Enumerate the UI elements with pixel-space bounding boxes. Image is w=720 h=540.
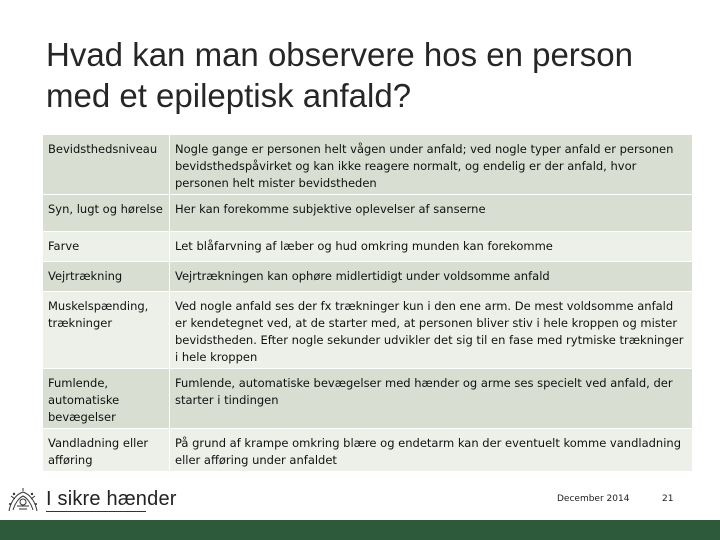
row-label: Syn, lugt og hørelse [43,195,170,232]
row-text: Ved nogle anfald ses der fx trækninger kun i den ene arm. De mest voldsomme anfald er kendetegnet ved, at de starter med, at personen bliver stiv i hele kroppen og mister bevidstheden. Efter nogle sekunder udvikler det sig til en fase med rytmiske trækninger i hele kroppen [170,292,693,369]
table-row [43,292,693,369]
page-number: 21 [662,494,674,504]
table-row [43,262,693,292]
info-table [42,134,693,472]
bottom-bar [0,520,720,540]
table-row [43,369,693,429]
table-row [43,232,693,262]
row-text: Vejrtrækningen kan ophøre midlertidigt under voldsomme anfald [170,262,693,292]
slide-title: Hvad kan man observere hos en person med et epileptisk anfald? [46,36,634,114]
row-label: Bevidsthedsniveau [43,135,170,195]
table-row [43,195,693,232]
footer-date: December 2014 [557,494,630,504]
logo-text: I sikre hænder [46,488,177,510]
row-label: Muskelspænding, trækninger [43,292,170,369]
logo-emblem-icon [5,486,41,516]
row-text: Her kan forekomme subjektive oplevelser af sanserne [170,195,693,232]
footer [0,486,720,516]
table-row [43,135,693,195]
table-row [43,429,693,472]
row-label: Farve [43,232,170,262]
row-label: Fumlende, automatiske bevægelser [43,369,170,429]
logo-underline [46,511,146,512]
row-label: Vejrtrækning [43,262,170,292]
row-text: På grund af krampe omkring blære og endetarm kan der eventuelt komme vandladning eller afføring under anfaldet [170,429,693,472]
row-text: Fumlende, automatiske bevægelser med hænder og arme ses specielt ved anfald, der starter i tindingen [170,369,693,429]
row-text: Nogle gange er personen helt vågen under anfald; ved nogle typer anfald er personen bevidsthedspåvirket og kan ikke reagere normalt, og endelig er der anfald, hvor personen helt mister bevidstheden [170,135,693,195]
row-label: Vandladning eller afføring [43,429,170,472]
row-text: Let blåfarvning af læber og hud omkring munden kan forekomme [170,232,693,262]
